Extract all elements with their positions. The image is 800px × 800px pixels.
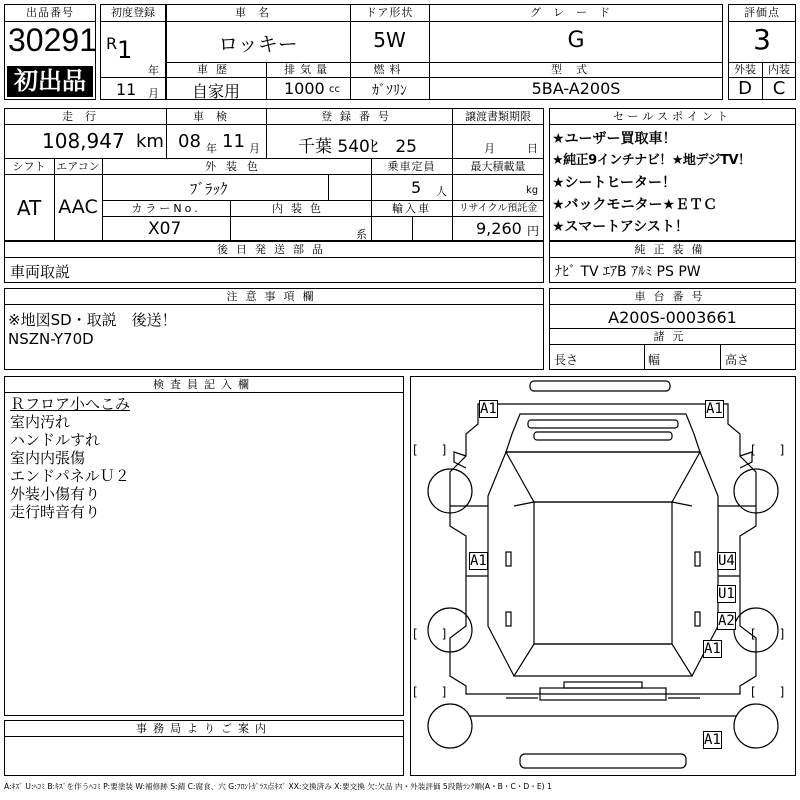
inspector-label: 検査員記入欄 <box>153 378 255 391</box>
inspector-note: 走行時音有り <box>10 503 101 521</box>
diagram-bracket: [ ] <box>413 685 447 699</box>
damage-mark: A2 <box>718 613 735 629</box>
inspection-month-unit: 月 <box>249 142 260 155</box>
transfer-day-unit: 日 <box>527 142 538 155</box>
inspector-note: Ｒフロア小へこみ <box>10 395 131 413</box>
damage-mark: U1 <box>718 586 735 602</box>
grade: G <box>567 28 585 53</box>
notes-label: 注意事項欄 <box>226 290 322 303</box>
damage-mark: A1 <box>704 641 721 657</box>
capacity-unit: 人 <box>436 185 447 198</box>
damage-mark: A1 <box>480 401 497 417</box>
ac-label: エアコン <box>56 160 100 173</box>
lot-number: 30291 <box>8 22 97 58</box>
later-parts-label: 後日発送部品 <box>217 243 331 256</box>
first-reg-label: 初度登録 <box>111 6 155 19</box>
fuel-label: 燃料 <box>373 63 406 76</box>
displacement: 1000 <box>284 79 325 98</box>
lot-number-label: 出品番号 <box>26 6 74 19</box>
car-name: ロッキー <box>218 32 298 56</box>
damage-mark: A1 <box>706 401 723 417</box>
notes-line: ※地図SD・取説 後送！ <box>8 311 177 329</box>
sales-points-list <box>552 128 796 238</box>
displacement-unit: cc <box>329 84 340 95</box>
diagram-bracket: [ ] <box>751 685 785 699</box>
car-outline <box>410 376 796 776</box>
diagram-bracket: [ ] <box>413 443 447 457</box>
inspector-note: 室内内張傷 <box>10 449 86 467</box>
color-no: X07 <box>148 219 182 239</box>
capacity-label: 乗車定員 <box>387 160 436 173</box>
ext-color: ﾌﾞﾗｯｸ <box>190 180 228 198</box>
sales-point: ★スマートアシスト！ <box>552 219 689 235</box>
dims-label: 諸元 <box>653 330 692 343</box>
width-label: 幅 <box>648 353 661 367</box>
first-reg-year: 1 <box>117 36 133 64</box>
exterior-grade-label: 外装 <box>734 63 756 76</box>
notes-line: NSZN-Y70D <box>8 330 94 348</box>
grade-label: グレード <box>530 6 622 19</box>
damage-mark: A1 <box>470 553 487 569</box>
chassis-label: 車台番号 <box>634 290 711 303</box>
mileage-label: 走行 <box>62 110 108 123</box>
sales-point: ★純正9インチナビ！★地デジTV！ <box>552 153 751 168</box>
inspector-note: エンドパネルＵ２ <box>10 467 130 485</box>
inspection-month: 11 <box>222 131 245 152</box>
inspector-note: ハンドルすれ <box>10 431 101 449</box>
genuine-equipment-label: 純正装備 <box>634 243 711 256</box>
inspection-year: 08 <box>178 131 201 152</box>
fuel: ｶﾞｿﾘﾝ <box>372 83 407 99</box>
score: 3 <box>753 23 771 56</box>
first-reg-era: R <box>106 34 118 53</box>
diagram-bracket: [ ] <box>751 627 785 641</box>
model-code: 5BA-A200S <box>531 79 621 98</box>
year-unit: 年 <box>148 64 159 77</box>
max-load-unit: kg <box>526 185 539 196</box>
interior-grade-label: 内装 <box>768 63 790 76</box>
recycle: 9,260 <box>476 219 522 238</box>
int-color-label: 内装色 <box>272 202 329 215</box>
ac: AAC <box>58 196 98 218</box>
inspection-year-unit: 年 <box>206 142 217 155</box>
height-label: 高さ <box>725 353 750 367</box>
sales-point: ★バックモニター★ＥＴＣ <box>552 197 718 213</box>
inspector-note: 室内汚れ <box>10 413 71 431</box>
history: 自家用 <box>191 82 240 101</box>
inspector-notes <box>10 395 130 521</box>
length-label: 長さ <box>554 353 579 367</box>
mileage: 108,947 <box>42 129 125 153</box>
capacity: 5 <box>411 178 422 197</box>
car-name-label: 車名 <box>235 6 281 19</box>
interior-grade: C <box>772 78 786 99</box>
sales-points-label: セールスポイント <box>612 110 732 123</box>
office-label: 事務局よりご案内 <box>136 722 272 735</box>
diagram-bracket: [ ] <box>751 443 785 457</box>
exterior-grade: D <box>738 78 752 99</box>
car-diagram <box>410 376 796 776</box>
history-label: 車歴 <box>197 63 235 76</box>
chassis-number: A200S-0003661 <box>608 308 737 327</box>
import-label: 輸入車 <box>392 202 431 215</box>
ext-color-label: 外装色 <box>205 160 268 173</box>
shift: AT <box>16 196 42 220</box>
mileage-unit: km <box>136 131 164 152</box>
inspection-label: 車検 <box>193 110 239 123</box>
first-listing-badge: 初出品 <box>7 66 93 97</box>
model-code-label: 型式 <box>551 63 601 76</box>
plate: 千葉 540ﾋ 25 <box>298 137 417 157</box>
transfer-month-unit: 月 <box>484 142 495 155</box>
recycle-label: リサイクル預託金 <box>458 203 538 214</box>
max-load-label: 最大積載量 <box>470 160 526 173</box>
sales-point: ★シートヒーター！ <box>552 175 676 191</box>
first-reg-month: 11 <box>116 80 137 99</box>
int-color-suffix: 系 <box>356 228 367 241</box>
recycle-unit: 円 <box>527 224 540 238</box>
month-unit: 月 <box>148 87 159 100</box>
sales-point: ★ユーザー買取車！ <box>552 131 677 147</box>
door-label: ドア形状 <box>365 6 414 19</box>
damage-mark: U4 <box>718 553 735 569</box>
door: 5W <box>373 28 406 52</box>
shift-label: シフト <box>12 160 46 173</box>
damage-mark: A1 <box>704 732 721 748</box>
later-parts-value: 車両取説 <box>10 263 71 281</box>
legend: A:ｷｽﾞ U:ﾍｺﾐ B:ｷｽﾞを伴うﾍｺﾐ P:要塗装 W:補修跡 S:錆 C:腐食、穴 G:ﾌﾛﾝﾄｶﾞﾗｽ点ｷｽﾞ XX:交換済み X:要交換 欠:欠品 内・外装評価 5段階ﾗﾝｸ順(A・B・C・D・E) 1 <box>4 782 552 791</box>
genuine-equipment-value: ﾅﾋﾞ TV ｴｱB ｱﾙﾐ PS PW <box>555 264 701 280</box>
score-label: 評価点 <box>744 6 780 19</box>
plate-label: 登録番号 <box>321 110 397 123</box>
displacement-label: 排気量 <box>284 63 332 76</box>
color-no-label: カラーNo. <box>131 202 201 215</box>
transfer-deadline-label: 譲渡書類期限 <box>465 110 531 123</box>
diagram-bracket: [ ] <box>413 627 447 641</box>
inspector-note: 外装小傷有り <box>10 485 101 503</box>
